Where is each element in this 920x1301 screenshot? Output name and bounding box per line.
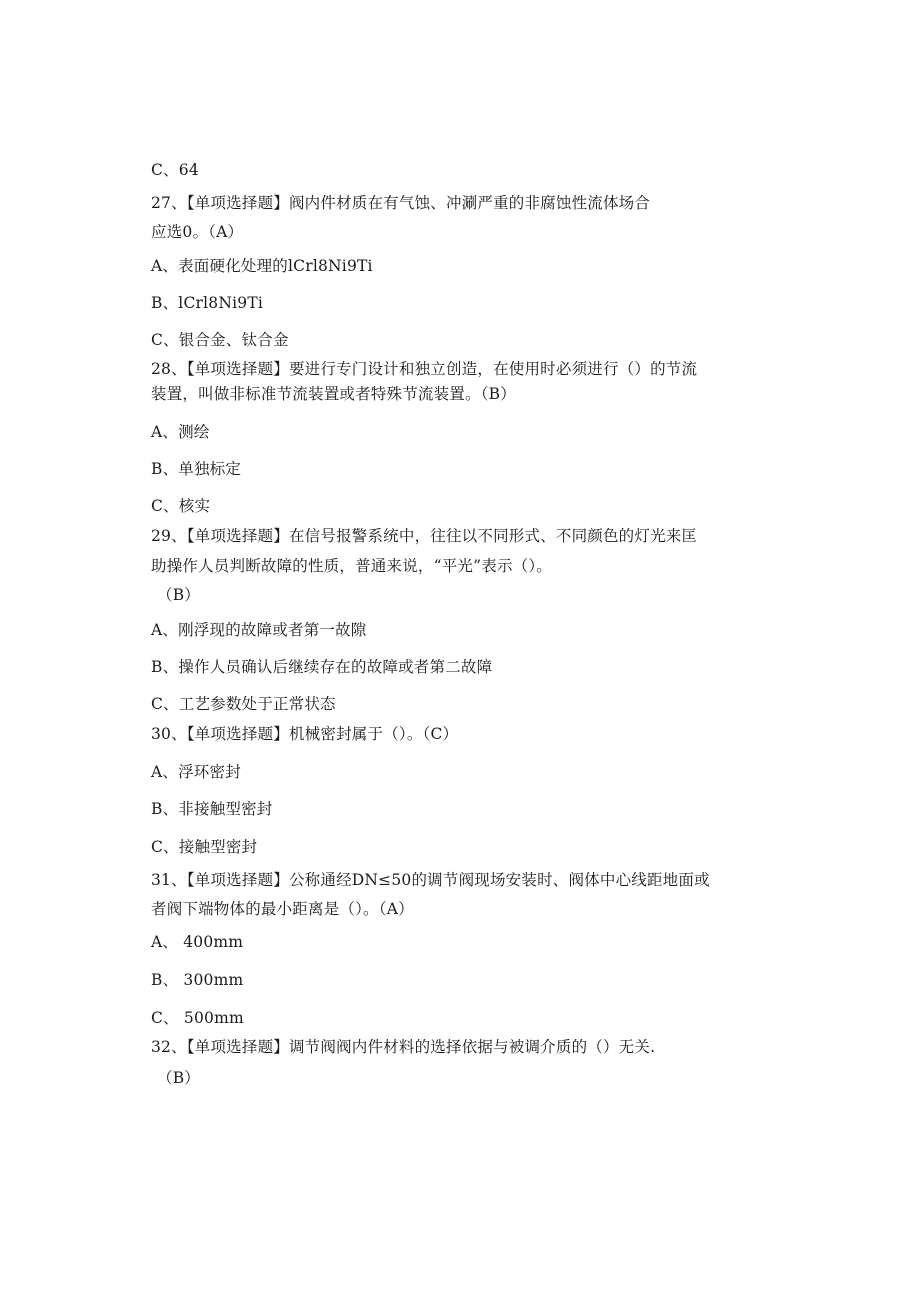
q31-option-b: B、 300mm (151, 971, 244, 989)
q29-option-a: A、刚浮现的故障或者第一故隙 (151, 621, 367, 639)
q29-option-c: C、工艺参数处于正常状态 (151, 695, 336, 713)
q30-option-b: B、非接触型密封 (151, 800, 273, 818)
q27-stem-line-1: 27、【单项选择题】阀内件材质在有气蚀、冲涮严重的非腐蚀性流体场合 (151, 194, 651, 212)
q27-option-c: C、银合金、钛合金 (151, 331, 289, 349)
q28-option-b: B、单独标定 (151, 460, 242, 478)
q27-option-a: A、表面硬化处理的lCrl8Ni9Ti (151, 257, 373, 275)
q31-stem-line-1: 31、【单项选择题】公称通经DN≤50的调节阀现场安装时、阀体中心线距地面或 (151, 871, 710, 889)
q28-stem-line-2: 装置，叫做非标准节流装置或者特殊节流装置。（B） (151, 385, 516, 403)
q29-option-b: B、操作人员确认后继续存在的故障或者第二故障 (151, 658, 493, 676)
q31-option-a: A、 400mm (151, 933, 244, 951)
q29-stem-line-2: 助操作人员判断故障的性质，普通来说，“平光”表示（）。 (151, 557, 552, 575)
q28-stem-line-1: 28、【单项选择题】要进行专门设计和独立创造，在使用时必须进行（）的节流 (151, 360, 698, 378)
q27-option-b: B、lCrl8Ni9Ti (151, 294, 264, 312)
q30-stem: 30、【单项选择题】机械密封属于（）。（C） (151, 725, 459, 743)
q28-option-a: A、测绘 (151, 423, 210, 441)
q32-stem: 32、【单项选择题】调节阀阀内件材料的选择依据与被调介质的（）无关. (151, 1038, 656, 1056)
q29-stem-line-1: 29、【单项选择题】在信号报警系统中，往往以不同形式、不同颜色的灯光来匡 (151, 527, 698, 545)
q31-stem-line-2: 者阀下端物体的最小距离是（）。（A） (151, 900, 414, 918)
q31-option-c: C、 500mm (151, 1009, 244, 1027)
q30-option-a: A、浮环密封 (151, 763, 241, 781)
q26-option-c: C、64 (151, 161, 199, 179)
q30-option-c: C、接触型密封 (151, 838, 258, 856)
q27-stem-line-2: 应选0。（A） (151, 223, 244, 241)
q32-answer: （B） (157, 1069, 200, 1087)
q29-answer: （B） (157, 586, 200, 604)
q28-option-c: C、核实 (151, 497, 211, 515)
